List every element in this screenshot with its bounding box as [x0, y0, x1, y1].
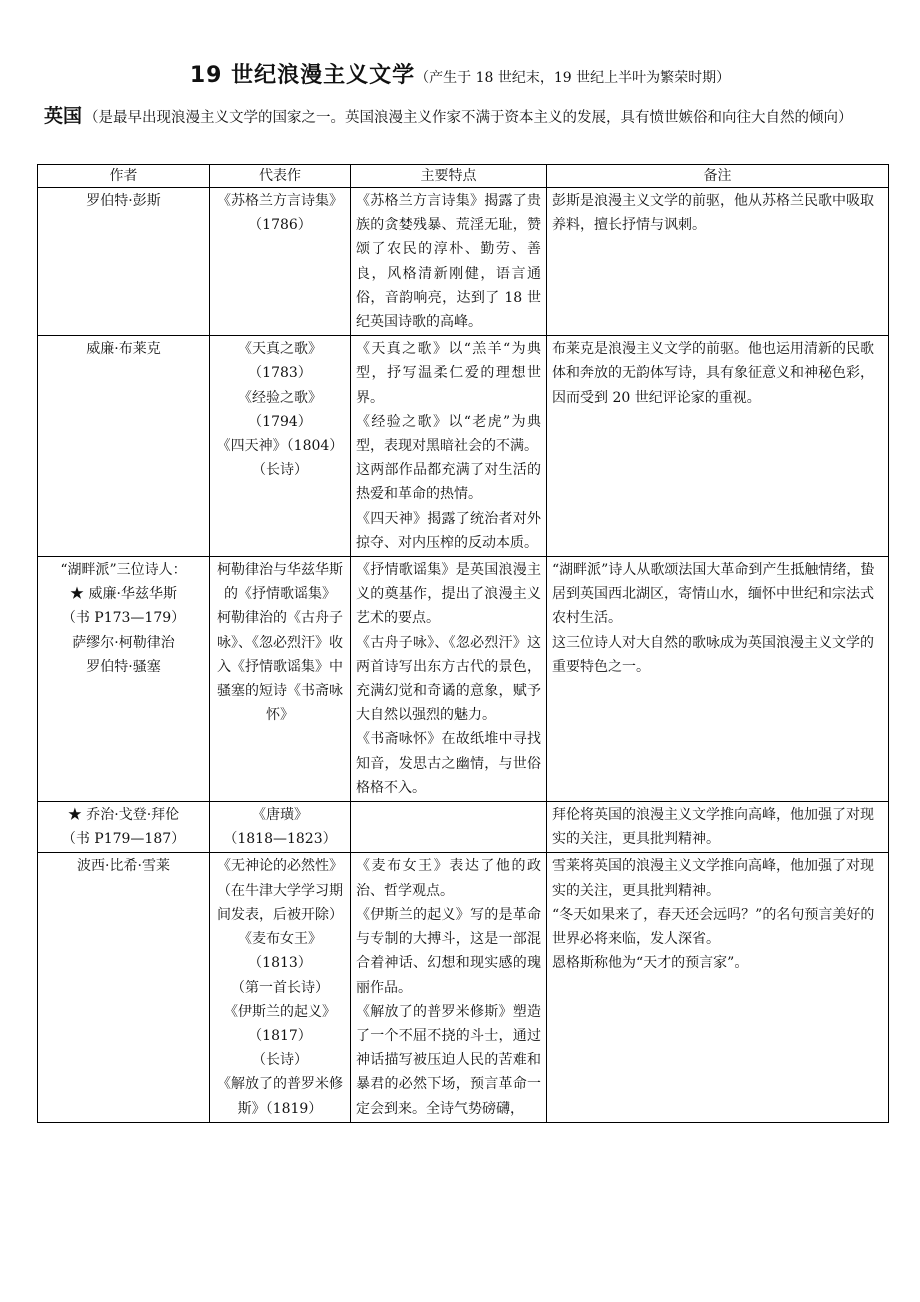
cell-author [38, 336, 210, 557]
cell-works [210, 853, 351, 1122]
cell-line: （长诗） [252, 462, 308, 479]
cell-line: 罗伯特·彭斯 [86, 193, 161, 209]
table-header-row [38, 165, 889, 188]
cell-line: 骚塞的短诗《书斋咏怀》 [217, 683, 343, 724]
cell-author [38, 802, 210, 853]
title-subtitle: （产生于 18 世纪末，19 世纪上半叶为繁荣时期） [415, 70, 731, 86]
table-row [38, 557, 889, 802]
cell-line: （1813） [248, 955, 312, 972]
cell-line: 《伊斯兰的起义》 [224, 1003, 336, 1020]
cell-line: “湖畔派”三位诗人： [60, 562, 187, 579]
section-heading: 英国 [44, 105, 83, 127]
table-row [38, 802, 889, 853]
cell-line: 柯勒律治的《古舟子咏》、《忽必烈汗》收入《抒情歌谣集》中 [217, 610, 343, 675]
cell-line: （长诗） [252, 1052, 308, 1069]
cell-line: 《四天神》揭露了统治者对外掠夺、对内压榨的反动本质。 [356, 510, 541, 551]
cell-line: 《抒情歌谣集》是英国浪漫主义的奠基作，提出了浪漫主义艺术的要点。 [356, 562, 541, 627]
cell-author [38, 188, 210, 336]
cell-line: 《解放了的普罗米修斯》（1819） [217, 1076, 343, 1117]
cell-line: 《天真之歌》 [238, 341, 322, 358]
header-works: 代表作 [210, 165, 351, 188]
cell-line: 布莱克是浪漫主义文学的前驱。他也运用清新的民歌体和奔放的无韵体写诗，具有象征意义和神秘色彩，因而受到 20 世纪评论家的重视。 [552, 341, 874, 406]
cell-line: 《解放了的普罗米修斯》塑造了一个不屈不挠的斗士，通过神话描写被压迫人民的苦难和暴君的必然下场，预言革命一定会到来。全诗气势磅礴， [356, 1003, 541, 1117]
cell-line: （1794） [248, 413, 312, 430]
page-title: 19 世纪浪漫主义文学 [189, 63, 416, 88]
cell-line: 彭斯是浪漫主义文学的前驱，他从苏格兰民歌中吸取养料，擅长抒情与讽刺。 [552, 193, 874, 234]
section-intro [44, 104, 884, 131]
authors-table [37, 164, 889, 1123]
cell-line: ★ 威廉·华兹华斯 [70, 586, 177, 603]
cell-line: 《无神论的必然性》（在牛津大学学习期间发表，后被开除） [217, 858, 343, 923]
header-author: 作者 [38, 165, 210, 188]
cell-notes [547, 336, 889, 557]
cell-features [351, 853, 547, 1122]
cell-line: 威廉·布莱克 [86, 341, 161, 358]
table-row [38, 853, 889, 1122]
cell-line: “湖畔派”诗人从歌颂法国大革命到产生抵触情绪，蛰居到英国西北湖区，寄情山水，缅怀中世纪和宗法式农村生活。 [552, 562, 875, 627]
cell-line: （书 P179—187） [61, 831, 186, 848]
header-features: 主要特点 [351, 165, 547, 188]
header-notes: 备注 [547, 165, 889, 188]
cell-line: 《书斋咏怀》在故纸堆中寻找知音，发思古之幽情，与世俗格格不入。 [356, 731, 541, 796]
cell-line: 《经验之歌》以“老虎”为典型，表现对黑暗社会的不满。 [356, 413, 541, 455]
cell-notes [547, 188, 889, 336]
cell-line: 波西·比希·雪莱 [77, 858, 170, 875]
section-description: （是最早出现浪漫主义文学的国家之一。英国浪漫主义作家不满于资本主义的发展，具有愤世嫉俗和向往大自然的倾向） [84, 110, 853, 126]
cell-line: 《苏格兰方言诗集》（1786） [217, 193, 343, 234]
cell-works [210, 188, 351, 336]
cell-author [38, 557, 210, 802]
cell-line: 《麦布女王》 [238, 931, 322, 948]
cell-features [351, 188, 547, 336]
cell-features [351, 802, 547, 853]
cell-line: “冬天如果来了，春天还会远吗？”的名句预言美好的世界必将来临，发人深省。 [552, 906, 875, 948]
cell-line: 雪莱将英国的浪漫主义文学推向高峰，他加强了对现实的关注，更具批判精神。 [552, 858, 874, 899]
cell-notes [547, 557, 889, 802]
cell-line: 《伊斯兰的起义》写的是革命与专制的大搏斗，这是一部混合着神话、幻想和现实感的瑰丽作品。 [356, 906, 541, 996]
title-line [0, 58, 920, 89]
cell-line: ★ 乔治·戈登·拜伦 [67, 807, 180, 824]
cell-features [351, 557, 547, 802]
cell-works [210, 336, 351, 557]
cell-line: （书 P173—179） [61, 610, 186, 627]
table-row [38, 336, 889, 557]
cell-line: 罗伯特·骚塞 [86, 658, 161, 675]
cell-line: （第一首长诗） [231, 979, 329, 996]
cell-works [210, 802, 351, 853]
cell-line: 这两部作品都充满了对生活的热爱和革命的热情。 [356, 462, 541, 503]
cell-works [210, 557, 351, 802]
cell-line: 这三位诗人对大自然的歌咏成为英国浪漫主义文学的重要特色之一。 [552, 634, 874, 675]
cell-line: （1818—1823） [223, 831, 337, 848]
cell-notes [547, 802, 889, 853]
cell-author [38, 853, 210, 1122]
cell-line: 恩格斯称他为“天才的预言家”。 [552, 955, 749, 972]
cell-notes [547, 853, 889, 1122]
cell-line: （1783） [248, 365, 312, 382]
cell-line: 萨缪尔·柯勒律治 [72, 634, 175, 651]
cell-line: 拜伦将英国的浪漫主义文学推向高峰，他加强了对现实的关注，更具批判精神。 [552, 807, 874, 848]
cell-line: 《麦布女王》表达了他的政治、哲学观点。 [356, 858, 541, 899]
cell-line: （1817） [248, 1027, 312, 1044]
cell-line: 《天真之歌》以“羔羊“为典型，抒写温柔仁爱的理想世界。 [356, 341, 541, 406]
cell-line: 《苏格兰方言诗集》揭露了贵族的贪婪残暴、荒淫无耻，赞颂了农民的淳朴、勤劳、善良，风格清新刚健，语言通俗，音韵响亮，达到了 18 世纪英国诗歌的高峰。 [356, 193, 541, 331]
cell-line: 柯勒律治与华兹华斯的《抒情歌谣集》 [217, 562, 343, 603]
cell-features [351, 336, 547, 557]
cell-line: 《经验之歌》 [238, 389, 322, 406]
cell-line: 《古舟子咏》、《忽必烈汗》这两首诗写出东方古代的景色，充满幻觉和奇谲的意象，赋予大自然以强烈的魅力。 [356, 634, 541, 724]
cell-line: 《四天神》（1804） [216, 438, 344, 455]
cell-line: 《唐璜》 [252, 807, 308, 824]
table-row [38, 188, 889, 336]
